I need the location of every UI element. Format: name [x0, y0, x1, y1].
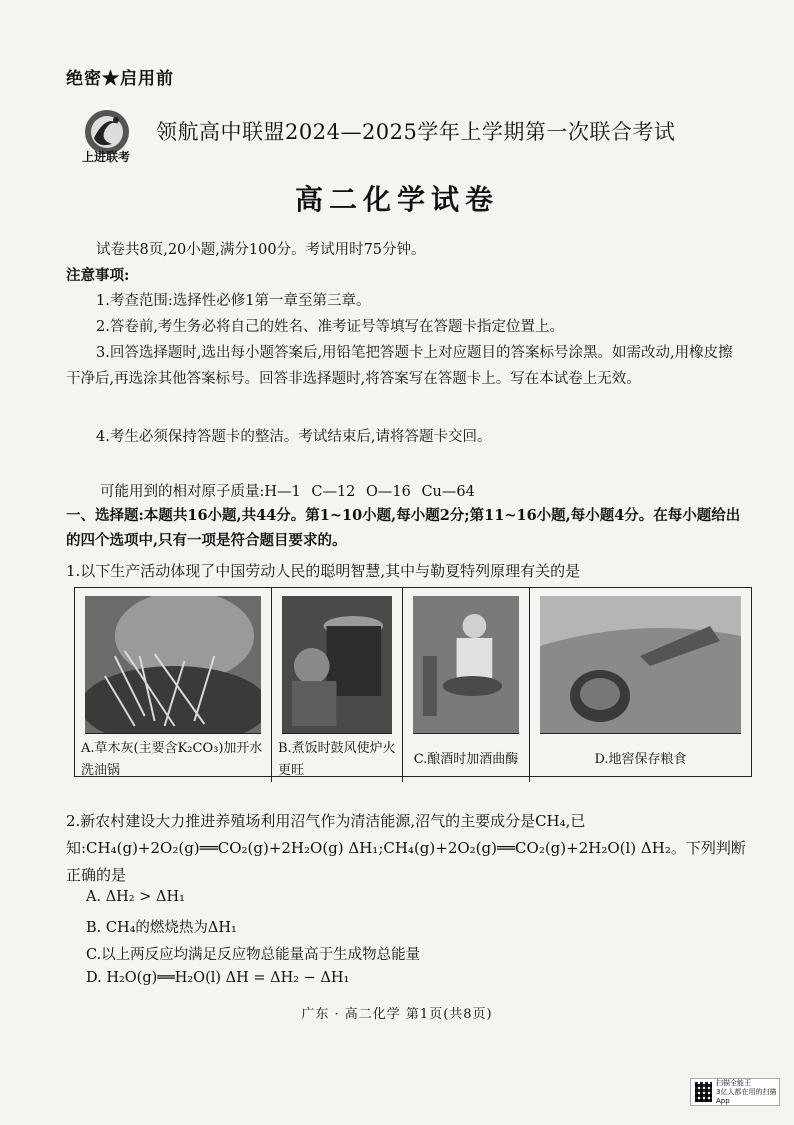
note-item: 3.回答选择题时,选出每小题答案后,用铅笔把答题卡上对应题目的答案标号涂黑。如需改动,用橡皮擦干净后,再选涂其他答案标号。回答非选择题时,将答案写在答题卡上。写在本试卷上无效。	[66, 345, 733, 387]
option-b-caption: B.煮饭时鼓风使炉火更旺	[278, 741, 396, 778]
question-2-option-d: D. H₂O(g)══H₂O(l) ΔH = ΔH₂ − ΔH₁	[86, 970, 350, 986]
section-heading: 一、选择题:本题共16小题,共44分。第1~10小题,每小题2分;第11~16小题,每小题4分。在每小题给出的四个选项中,只有一项是符合题目要求的。	[66, 507, 741, 549]
option-b-cell	[272, 588, 403, 782]
qr-code-icon	[695, 1082, 712, 1102]
option-a-caption: A.草木灰(主要含K₂CO₃)加开水洗油锅	[81, 741, 263, 778]
logo-text: 上进联考	[81, 150, 130, 164]
option-a-photo	[85, 596, 261, 734]
scanner-tagline: 3亿人都在用的扫描App	[716, 1087, 777, 1105]
question-1-stem: 1.以下生产活动体现了中国劳动人民的聪明智慧,其中与勒夏特列原理有关的是	[66, 562, 581, 580]
note-item: 4.考生必须保持答题卡的整洁。考试结束后,请将答题卡交回。	[96, 429, 492, 445]
subject-title: 高二化学试卷	[294, 183, 499, 216]
note-item: 2.答卷前,考生务必将自己的姓名、准考证号等填写在答题卡指定位置上。	[96, 319, 564, 335]
question-2-stem: 2.新农村建设大力推进养殖场利用沼气作为清洁能源,沼气的主要成分是CH₄,已知:CH₄(g)+2O₂(g)══CO₂(g)+2H₂O(g) ΔH₁;CH₄(g)+2O₂(g)══CO₂(g)+2H₂O(l) ΔH₂。下列判断正确的是	[66, 812, 746, 884]
question-2-option-b: B. CH₄的燃烧热为ΔH₁	[86, 920, 237, 936]
atomic-masses: 可能用到的相对原子质量:H—1 C—12 O—16 Cu—64	[100, 484, 475, 500]
option-c-cell	[403, 588, 530, 782]
exam-info: 试卷共8页,20小题,满分100分。考试用时75分钟。	[96, 242, 426, 258]
question-2-option-a: A. ΔH₂ > ΔH₁	[86, 889, 185, 905]
option-a-cell	[75, 588, 272, 782]
note-item: 1.考查范围:选择性必修1第一章至第三章。	[96, 293, 371, 309]
notes-heading: 注意事项:	[66, 267, 130, 284]
question-1-image-table	[74, 587, 752, 777]
question-2-option-c: C.以上两反应均满足反应物总能量高于生成物总能量	[86, 947, 421, 963]
exam-title: 领航高中联盟2024—2025学年上学期第一次联合考试	[156, 120, 676, 144]
scanner-brand: 扫描全能王	[716, 1078, 751, 1087]
option-d-photo	[540, 596, 741, 734]
option-c-photo	[413, 596, 519, 734]
scanner-watermark	[690, 1078, 780, 1106]
option-d-cell	[530, 588, 751, 782]
option-c-caption: C.酿酒时加酒曲酶	[413, 752, 519, 767]
option-d-caption: D.地窖保存粮食	[594, 752, 687, 767]
page-footer: 广东 · 高二化学 第1页(共8页)	[301, 1007, 493, 1022]
option-b-photo	[282, 596, 392, 734]
confidential-label: 绝密★启用前	[66, 69, 174, 89]
